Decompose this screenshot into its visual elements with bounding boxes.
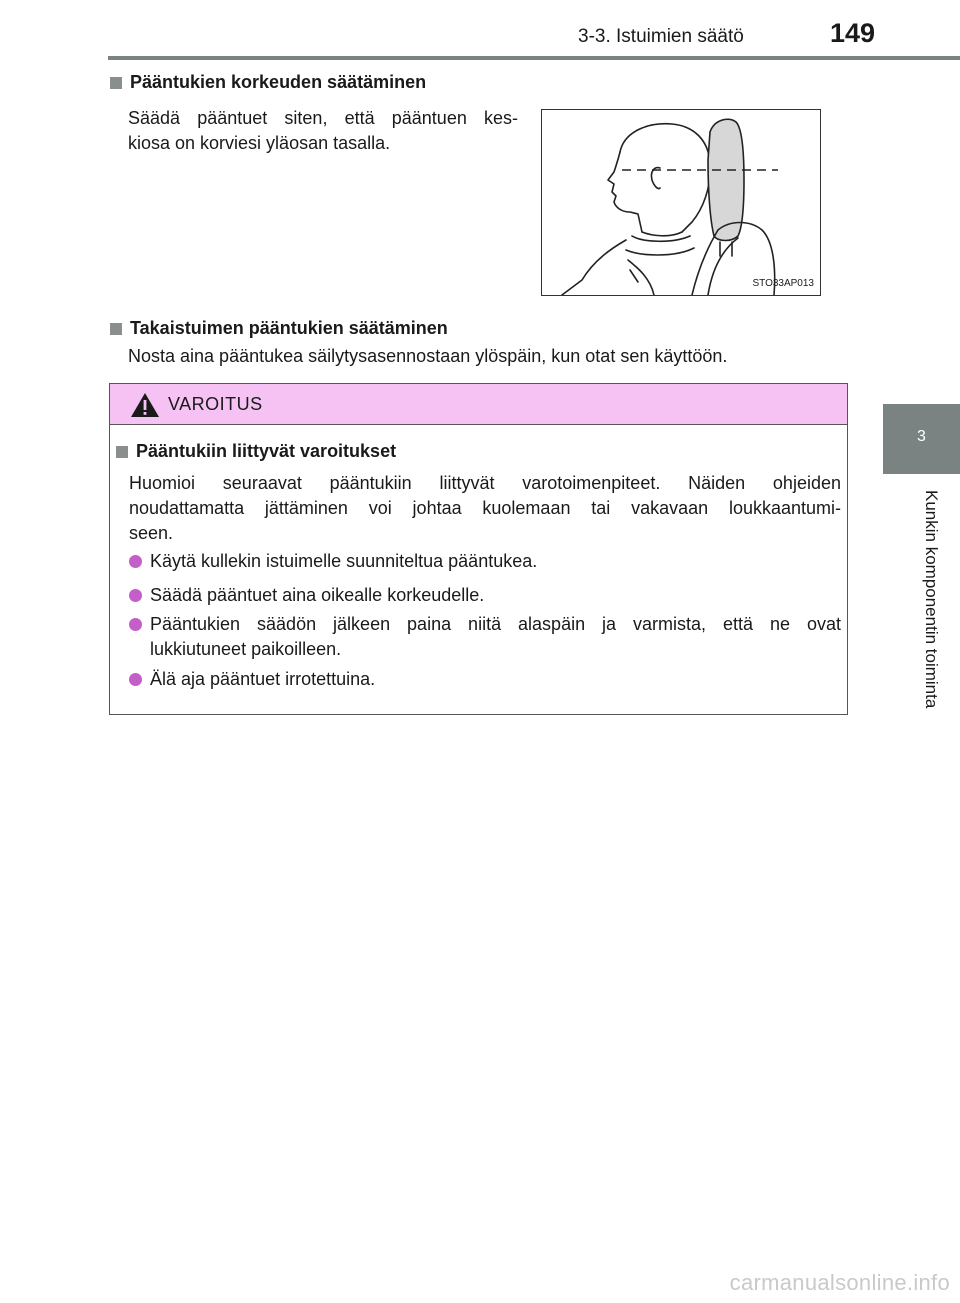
bullet-dot-icon: [129, 589, 142, 602]
chapter-number: 3: [917, 428, 926, 445]
section1-text: [128, 106, 518, 156]
warning-bullet-item: [129, 612, 841, 662]
warning-triangle-icon: [130, 392, 160, 418]
warning-body-line: noudattamatta jättäminen voi johtaa kuolemaan tai vakavaan loukkaantumi-: [129, 498, 841, 518]
section2-text: Nosta aina pääntukea säilytysasennostaan ylöspäin, kun otat sen käyttöön.: [128, 346, 728, 366]
header-rule: [108, 56, 960, 60]
section-heading-rear-headrest: [110, 318, 448, 339]
warning-body-line: seen.: [129, 523, 174, 543]
heading-text: Takaistuimen pääntukien säätäminen: [130, 318, 448, 338]
bullet-text: lukkiutuneet paikoilleen.: [150, 639, 342, 659]
warning-heading-text: Pääntukiin liittyvät varoitukset: [136, 441, 397, 461]
headrest-figure: [541, 109, 821, 296]
bullet-text: Älä aja pääntuet irrotettuina.: [150, 669, 376, 689]
warning-bullet-item: [129, 667, 841, 692]
bullet-dot-icon: [129, 618, 142, 631]
warning-bullet-item: [129, 583, 841, 608]
bullet-text: Käytä kullekin istuimelle suunniteltua pääntukea.: [150, 551, 538, 571]
text-line: kiosa on korviesi yläosan tasalla.: [128, 133, 391, 153]
figure-code: STO33AP013: [752, 278, 814, 289]
bullet-dot-icon: [129, 555, 142, 568]
warning-box: [109, 383, 848, 715]
bullet-text: Pääntukien säädön jälkeen paina niitä alaspäin ja varmista, että ne ovat: [150, 614, 841, 634]
warning-heading: [116, 441, 396, 462]
text-line: Säädä pääntuet siten, että pääntuen kes-: [128, 108, 518, 128]
section-title: 3-3. Istuimien säätö: [578, 26, 744, 47]
chapter-title: Kunkin komponentin toiminta: [922, 490, 941, 709]
page-number: 149: [830, 18, 876, 48]
section-heading-headrest-height: [110, 72, 426, 93]
heading-text: Pääntukien korkeuden säätäminen: [130, 72, 427, 92]
warning-body: [129, 471, 841, 546]
warning-label: VAROITUS: [168, 394, 263, 414]
warning-bullet-item: [129, 549, 841, 574]
headrest-illustration: [542, 110, 820, 295]
bullet-dot-icon: [129, 673, 142, 686]
square-bullet-icon: [116, 446, 128, 458]
square-bullet-icon: [110, 77, 122, 89]
bullet-text: Säädä pääntuet aina oikealle korkeudelle.: [150, 585, 485, 605]
chapter-tab: [883, 404, 960, 474]
footer-watermark: carmanualsonline.info: [729, 1270, 950, 1295]
warning-body-line: Huomioi seuraavat pääntukiin liittyvät varotoimenpiteet. Näiden ohjeiden: [129, 473, 841, 493]
warning-header: [110, 384, 847, 425]
square-bullet-icon: [110, 323, 122, 335]
